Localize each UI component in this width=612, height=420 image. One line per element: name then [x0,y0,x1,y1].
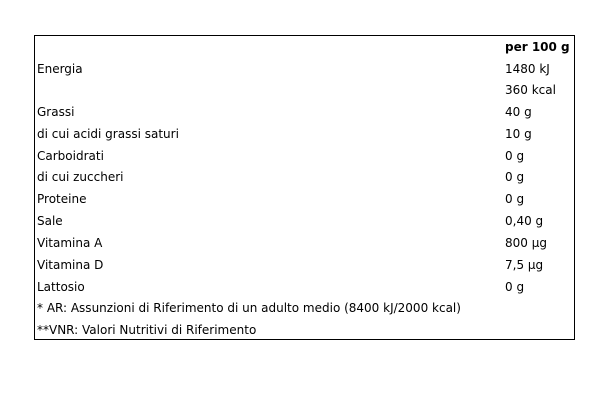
row-value: 10 g [505,127,532,141]
row-value: 0 g [505,149,525,163]
row-carboidrati [35,146,574,167]
row-value: 1480 kJ [505,62,550,76]
row-value: 40 g [505,105,532,119]
nutrition-table [34,35,575,340]
row-value: 360 kcal [505,83,556,97]
row-sale [35,211,574,232]
row-value: 0 g [505,170,525,184]
footnote-ar [35,298,574,319]
row-value: 0,40 g [505,214,544,228]
row-label: Grassi [37,105,75,119]
header-row [35,37,574,58]
row-proteine [35,189,574,210]
row-lattosio [35,277,574,298]
row-acidi-grassi-saturi [35,124,574,145]
row-vitamina-a [35,233,574,254]
row-vitamina-d [35,255,574,276]
footnote-vnr [35,320,574,341]
row-value: 7,5 µg [505,258,544,272]
row-value: 800 µg [505,236,547,250]
row-label: Lattosio [37,280,85,294]
row-label: Carboidrati [37,149,104,163]
row-label: Vitamina A [37,236,103,250]
footnote-text: * AR: Assunzioni di Riferimento di un adulto medio (8400 kJ/2000 kcal) [37,301,461,315]
row-label: Energia [37,62,83,76]
row-label: di cui acidi grassi saturi [37,127,179,141]
per-100g-header: per 100 g [505,40,570,54]
row-zuccheri [35,167,574,188]
row-label: Sale [37,214,63,228]
row-energia-kj [35,59,574,80]
row-label: Vitamina D [37,258,104,272]
row-energia-kcal [35,80,574,101]
row-grassi [35,102,574,123]
row-value: 0 g [505,192,525,206]
row-value: 0 g [505,280,525,294]
row-label: Proteine [37,192,87,206]
row-label: di cui zuccheri [37,170,124,184]
footnote-text: **VNR: Valori Nutritivi di Riferimento [37,323,257,337]
